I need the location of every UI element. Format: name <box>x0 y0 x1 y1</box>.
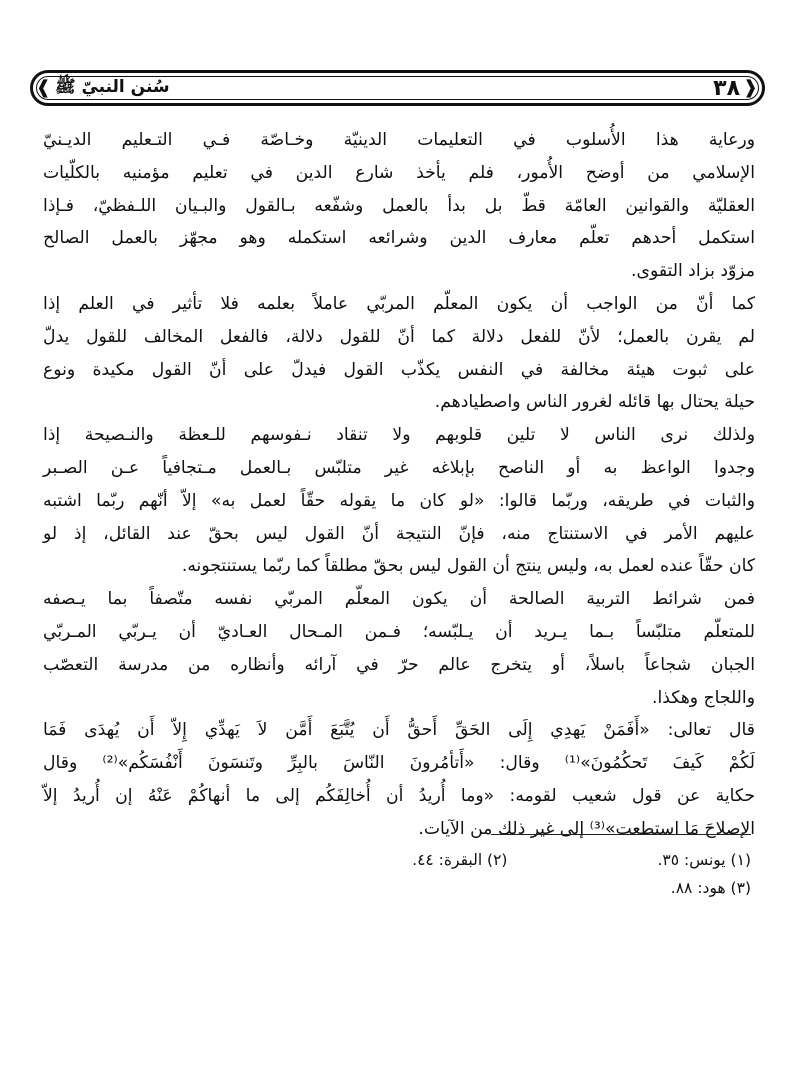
main-text <box>43 124 755 846</box>
text-line: العقليّة والقوانين العامّة قطّ بل بدأ بالعمل وشفّعه بـالقول والبـيان اللـفظيّ، فـإذا <box>43 195 755 216</box>
text-line: عليهم الأمر في الاستنتاج منه، فإنّ النتيجة أنّ القول ليس بحقّ عند القائل، إذ لو <box>43 523 755 544</box>
text-line: حكاية عن قول شعيب لقومه: «وما أُريدُ أن أُخالِفَكُم إلى ما أنهاكُمْ عَنْهُ إن أُريدُ إلاّ <box>43 785 755 806</box>
ornament-right-icon: ❰ <box>742 77 758 98</box>
ornament-left-icon: ❱ <box>35 77 51 98</box>
text-line: وجدوا الواعظ به أو الناصح بإبلاغه غير متلبّس بـالعمل مـتجافياً عـن الصـبر <box>43 457 755 478</box>
text-line: فمن شرائط التربية الصالحة أن يكون المعلّم المربّي نفسه متّصفاً بما يـصفه <box>43 589 755 610</box>
text-line: كان حقّاً عنده لعمل به، وليس ينتج أن القول ليس بحقّ مطلقاً كما ربّما يستنتجونه. <box>181 556 755 577</box>
page-number: ٣٨ <box>713 75 740 101</box>
text-line: حيلة يحتال بها قائله لغرور الناس واصطيادهم. <box>434 392 755 413</box>
text-line: لم يقرن بالعمل؛ لأنّ للفعل دلالة كما أنّ للقول دلالة، فالفعل المخالف للقول يدلّ <box>43 326 755 347</box>
text-line: مزوّد بزاد التقوى. <box>631 261 755 282</box>
running-header <box>30 70 765 106</box>
paragraph-4 <box>43 583 755 714</box>
paragraph-5 <box>43 714 755 845</box>
text-line: للمتعلّم متلبّساً بـما يـريد أن يـلبّسه؛ فـمن المـحال العـاديّ أن يـربّي المـربّي <box>43 621 755 642</box>
text-line: الجبان شجاعاً باسلاً، أو يتخرج عالم حرّ في آرائه وأنظاره من مدرسة التعصّب <box>43 654 755 675</box>
text-line: والثبات في طريقه، وربّما قالوا: «لو كان ما يقوله حقّاً لعمل به» إلاّ أنّهم ربّما اشتبه <box>43 490 755 511</box>
text-line: كما أنّ من الواجب أن يكون المعلّم المربّي عاملاً بعلمه فلا تأثير في العلم إذا <box>43 293 755 314</box>
footnote: (١) يونس: ٣٥. <box>657 851 751 869</box>
paragraph-2 <box>43 288 755 419</box>
text-line: واللجاج وهكذا. <box>651 687 755 708</box>
footnote: (٣) هود: ٨٨. <box>670 879 751 897</box>
text-line: على ثبوت هيئة مخالفة في النفس يكذّب القول فيدلّ على أنّ القول مكيدة ونوع <box>43 359 755 380</box>
text-line: لَكُمْ كَيفَ تَحكُمُونَ»⁽¹⁾ وقال: «أَتأمُرونَ النّاسَ بالبِرِّ وتَنسَونَ أَنْفُسَكُم»⁽²⁾ وقال <box>43 753 755 774</box>
paragraph-3 <box>43 419 755 583</box>
text-line: قال تعالى: «أَفَمَنْ يَهدِي إِلَى الحَقِّ أَحقُّ أَن يُتَّبَعَ أَمَّن لاَ يَهدِّي إِلاّ أَن يُهدَى فَمَا <box>43 720 755 741</box>
text-line: الإصلاحَ مَا استطعت»⁽³⁾ إلى غير ذلك من الآيات. <box>418 818 755 839</box>
text-line: استكمل أحدهم تعلّم معارف الدين وشرائعه استكمله وهو مجهّز بالعمل الصالح <box>43 228 755 249</box>
footnote: (٢) البقرة: ٤٤. <box>412 851 508 869</box>
text-line: الإسلامي من أوضح الأُمور، فلم يأخذ شارع الدين في تعليم مؤمنيه بالكلّيات <box>43 162 755 183</box>
footnotes <box>191 846 751 902</box>
text-line: ورعاية هذا الأُسلوب في التعليمات الدينيّة وخـاصّة فـي التـعليم الديـنيّ <box>43 130 755 150</box>
footnote-separator <box>491 834 751 835</box>
running-title: سُنن النبيّ ﷺ <box>55 76 170 97</box>
paragraph-1 <box>43 124 755 288</box>
text-line: ولذلك نرى الناس لا تلين قلوبهم ولا تنقاد نـفوسهم للـعظة والنـصيحة إذا <box>43 425 755 446</box>
